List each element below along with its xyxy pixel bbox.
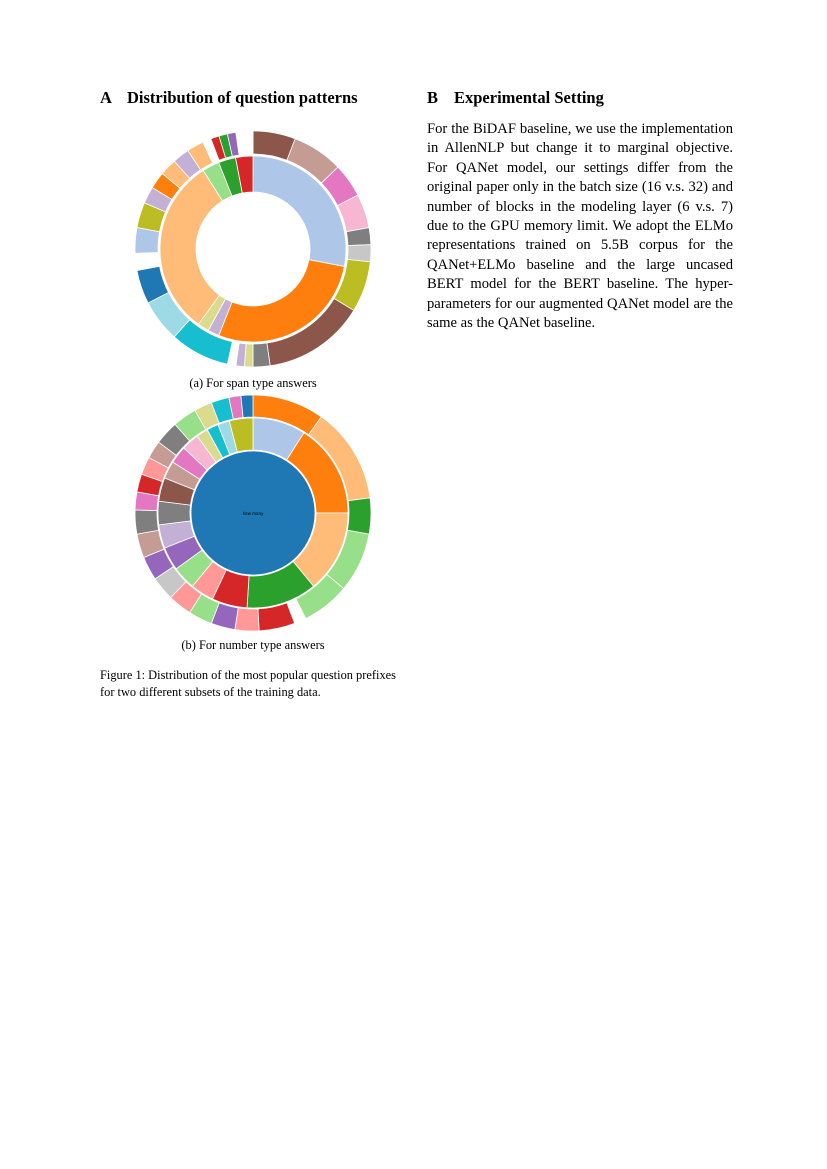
number-outer-ring-segment (235, 608, 259, 631)
section-b-title: Experimental Setting (454, 88, 604, 107)
section-b-number: B (427, 88, 439, 107)
section-b-heading (427, 88, 733, 108)
number-outer-ring-segment (241, 395, 253, 418)
number-outer-ring-segment (135, 510, 159, 534)
right-column (427, 88, 733, 348)
span-outer-ring-segment (236, 131, 253, 155)
number-answers-sunburst-chart (100, 392, 406, 634)
subcaption-span-answers: (a) For span type answers (189, 376, 317, 390)
left-column (100, 88, 406, 699)
subcaption-number-answers: (b) For number type answers (181, 638, 325, 652)
span-outer-ring-segment (253, 343, 270, 367)
section-a-title: Distribution of question patterns (127, 88, 358, 107)
span-outer-ring-segment (347, 245, 371, 262)
figure-caption: Figure 1: Distribution of the most popular question prefixes for two different subsets of the training data. (100, 668, 396, 699)
span-answers-sunburst-chart (100, 130, 406, 368)
section-a-heading (100, 88, 406, 108)
section-a-number: A (100, 88, 112, 107)
number-center-label: how many (242, 511, 264, 516)
experimental-setting-paragraph: For the BiDAF baseline, we use the implementation in AllenNLP but change it to marginal objective. For QANet model, our settings differ from the original paper only in the batch size (16 v.s. 32) and number of blocks in the modeling layer (6 v.s. 7) due to the GPU memory limit. We adopt the ELMo representations trained on 5.5B corpus for the QANet+ELMo baseline and the large uncased BERT model for the BERT baseline. The hyper-parameters for our augmented QANet model are the same as the QANet baseline. (427, 121, 733, 332)
number-outer-ring-segment (347, 498, 371, 534)
